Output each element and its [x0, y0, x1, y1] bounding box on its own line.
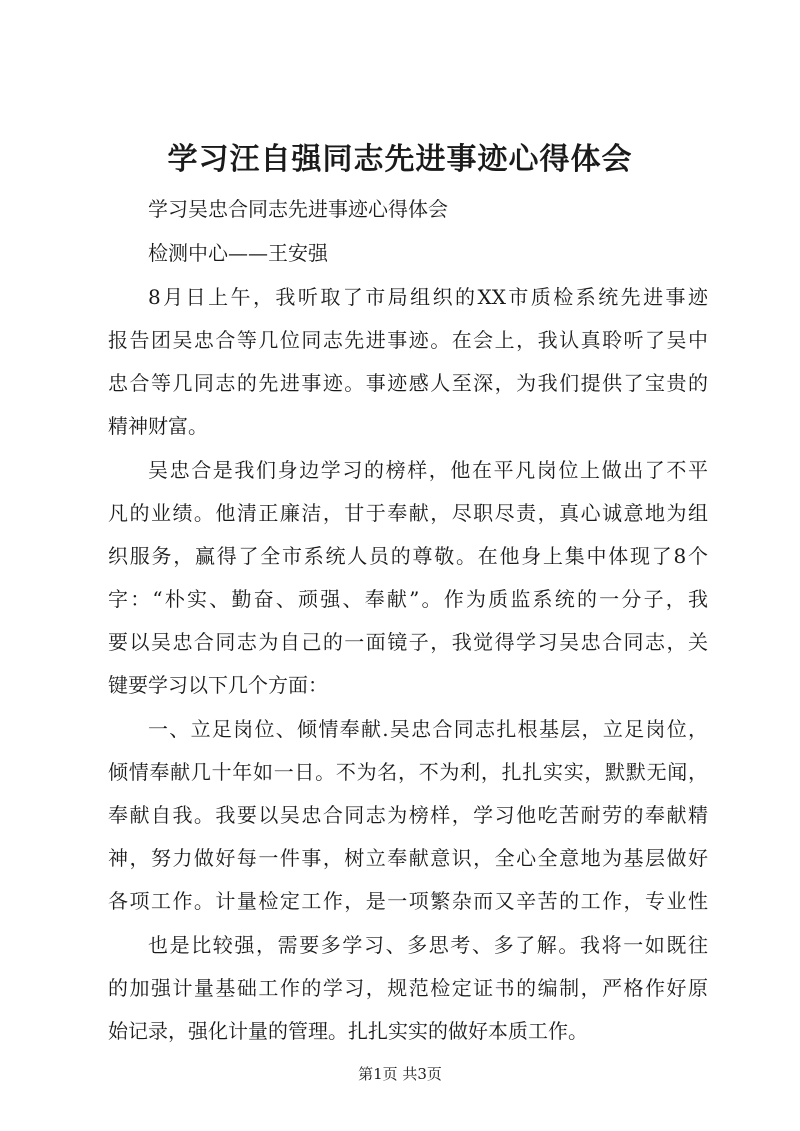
- text-line: 神，努力做好每一件事，树立奉献意识，全心全意地为基层做好: [108, 846, 708, 870]
- text-line: 忠合等几同志的先进事迹。事迹感人至深，为我们提供了宝贵的: [108, 371, 708, 395]
- text-line: 一、立足岗位、倾情奉献.吴忠合同志扎根基层，立足岗位，: [148, 717, 708, 741]
- text-line: 凡的业绩。他清正廉洁，甘于奉献，尽职尽责，真心诚意地为组: [108, 501, 708, 525]
- text-line: 奉献自我。我要以吴忠合同志为榜样，学习他吃苦耐劳的奉献精: [108, 803, 708, 827]
- text-line: 也是比较强，需要多学习、多思考、多了解。我将一如既往: [148, 933, 708, 957]
- text-line: 要以吴忠合同志为自己的一面镜子，我觉得学习吴忠合同志，关: [108, 630, 708, 654]
- page-footer: 第1页 共3页: [358, 1065, 442, 1083]
- text-line: 键要学习以下几个方面：: [108, 673, 328, 697]
- text-line: 的加强计量基础工作的学习，规范检定证书的编制，严格作好原: [108, 976, 708, 1000]
- text-line: 精神财富。: [108, 414, 208, 438]
- document-author: 检测中心——王安强: [148, 241, 328, 265]
- text-line: 始记录，强化计量的管理。扎扎实实的做好本质工作。: [108, 1019, 588, 1043]
- document-subtitle: 学习吴忠合同志先进事迹心得体会: [148, 197, 448, 221]
- text-line: 织服务，赢得了全市系统人员的尊敬。在他身上集中体现了8个: [108, 544, 708, 568]
- document-title: 学习汪自强同志先进事迹心得体会: [167, 142, 633, 177]
- text-line: 各项工作。计量检定工作，是一项繁杂而又辛苦的工作，专业性: [108, 889, 708, 913]
- text-line: 倾情奉献几十年如一日。不为名，不为利，扎扎实实，默默无闻，: [108, 760, 708, 784]
- text-line: 报告团吴忠合等几位同志先进事迹。在会上，我认真聆听了吴中: [108, 328, 708, 352]
- text-line: 8月日上午，我听取了市局组织的XX市质检系统先进事迹: [148, 285, 708, 309]
- text-line: 吴忠合是我们身边学习的榜样，他在平凡岗位上做出了不平: [148, 458, 708, 482]
- text-line: 字：“朴实、勤奋、顽强、奉献”。作为质监系统的一分子，我: [108, 587, 708, 611]
